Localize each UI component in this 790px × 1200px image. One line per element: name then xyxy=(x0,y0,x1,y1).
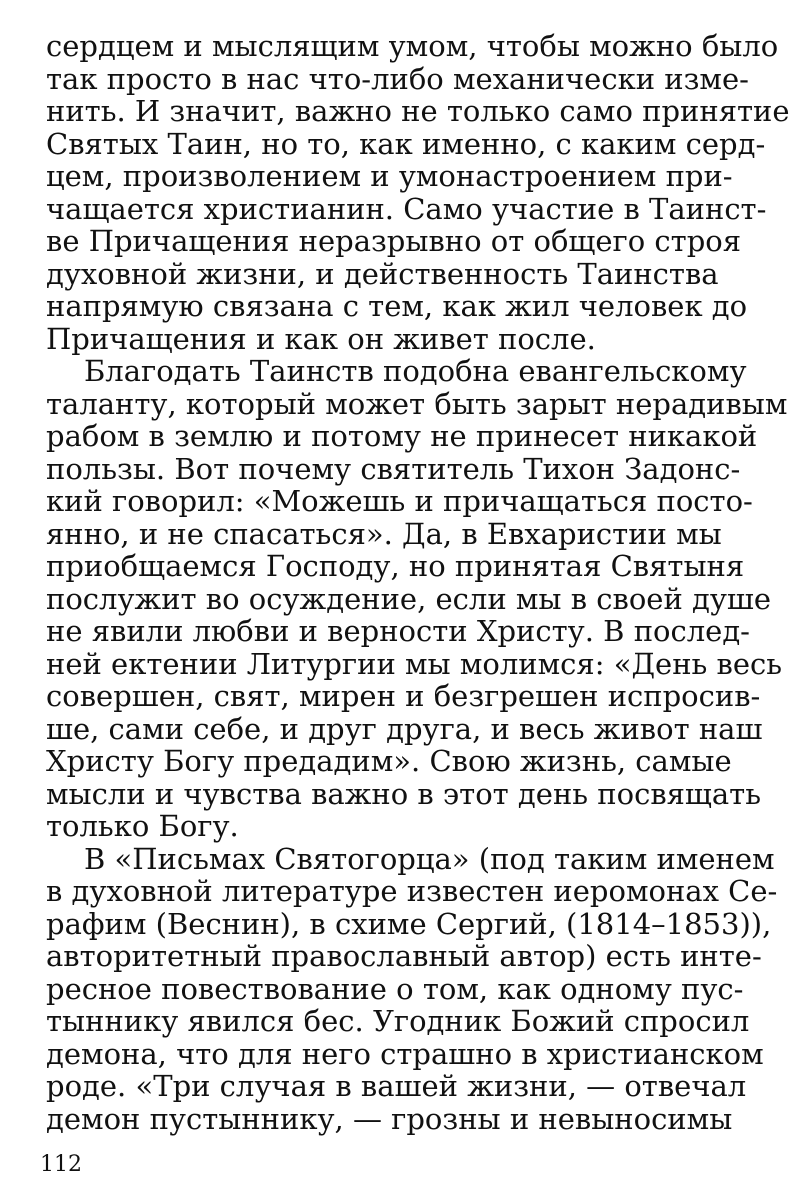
text-line-20: ней ектении Литургии мы молимся: «День весь xyxy=(46,646,783,681)
text-line-5: цем, произволением и умонастроением при- xyxy=(46,159,733,193)
text-line-10: Причащения и как он живет после. xyxy=(46,321,596,356)
text-line-6: чащается христианин. Само участие в Таинст- xyxy=(46,191,767,226)
text-line-15: кий говорил: «Можешь и причащаться посто- xyxy=(46,484,753,518)
text-line-1: сердцем и мыслящим умом, чтобы можно было xyxy=(46,29,779,63)
text-line-25: только Богу. xyxy=(46,809,239,843)
text-line-18: послужит во осуждение, если мы в своей душе xyxy=(46,581,772,616)
text-line-19: не явили любви и верности Христу. В послед- xyxy=(46,614,750,648)
text-line-34: демон пустыннику, — грозны и невыносимы xyxy=(46,1101,733,1136)
text-line-14: пользы. Вот почему святитель Тихон Задонс- xyxy=(46,451,741,486)
text-line-29: авторитетный православный автор) есть инте- xyxy=(46,939,762,973)
text-line-8: духовной жизни, и действенность Таинства xyxy=(46,256,719,291)
text-line-22: ше, сами себе, и друг друга, и весь живот наш xyxy=(46,711,763,746)
text-line-7: ве Причащения неразрывно от общего строя xyxy=(46,224,742,258)
text-line-9: напрямую связана с тем, как жил человек до xyxy=(46,289,748,323)
text-line-13: рабом в землю и потому не принесет никакой xyxy=(46,419,758,453)
text-line-28: рафим (Веснин), в схиме Сергий, (1814–1853)), xyxy=(46,906,772,941)
text-line-31: тыннику явился бес. Угодник Божий спросил xyxy=(46,1004,750,1038)
text-line-30: ресное повествование о том, как одному пус- xyxy=(46,971,744,1006)
text-line-2: так просто в нас что-либо механически изме- xyxy=(46,61,749,96)
text-line-32: демона, что для него страшно в христианском xyxy=(46,1036,764,1071)
page-body xyxy=(46,29,790,1136)
text-line-17: приобщаемся Господу, но принятая Святыня xyxy=(46,549,745,583)
text-line-23: Христу Богу предадим». Свою жизнь, самые xyxy=(46,744,732,778)
page-number: 112 xyxy=(40,1152,82,1177)
text-line-33: роде. «Три случая в вашей жизни, — отвечал xyxy=(46,1069,747,1103)
text-line-16: янно, и не спасаться». Да, в Евхаристии мы xyxy=(46,516,722,551)
text-line-24: мысли и чувства важно в этот день посвящать xyxy=(46,776,762,811)
text-line-27: в духовной литературе известен иеромонах Се- xyxy=(46,874,778,908)
text-line-3: нить. И значит, важно не только само принятие xyxy=(46,94,790,128)
text-line-26: В «Письмах Святогорца» (под таким именем xyxy=(84,841,775,876)
text-line-11: Благодать Таинств подобна евангельскому xyxy=(84,354,747,388)
text-line-4: Святых Таин, но то, как именно, с каким серд- xyxy=(46,126,766,161)
text-line-21: совершен, свят, мирен и безгрешен испросив- xyxy=(46,679,761,713)
text-line-12: таланту, который может быть зарыт нерадивым xyxy=(46,386,788,421)
